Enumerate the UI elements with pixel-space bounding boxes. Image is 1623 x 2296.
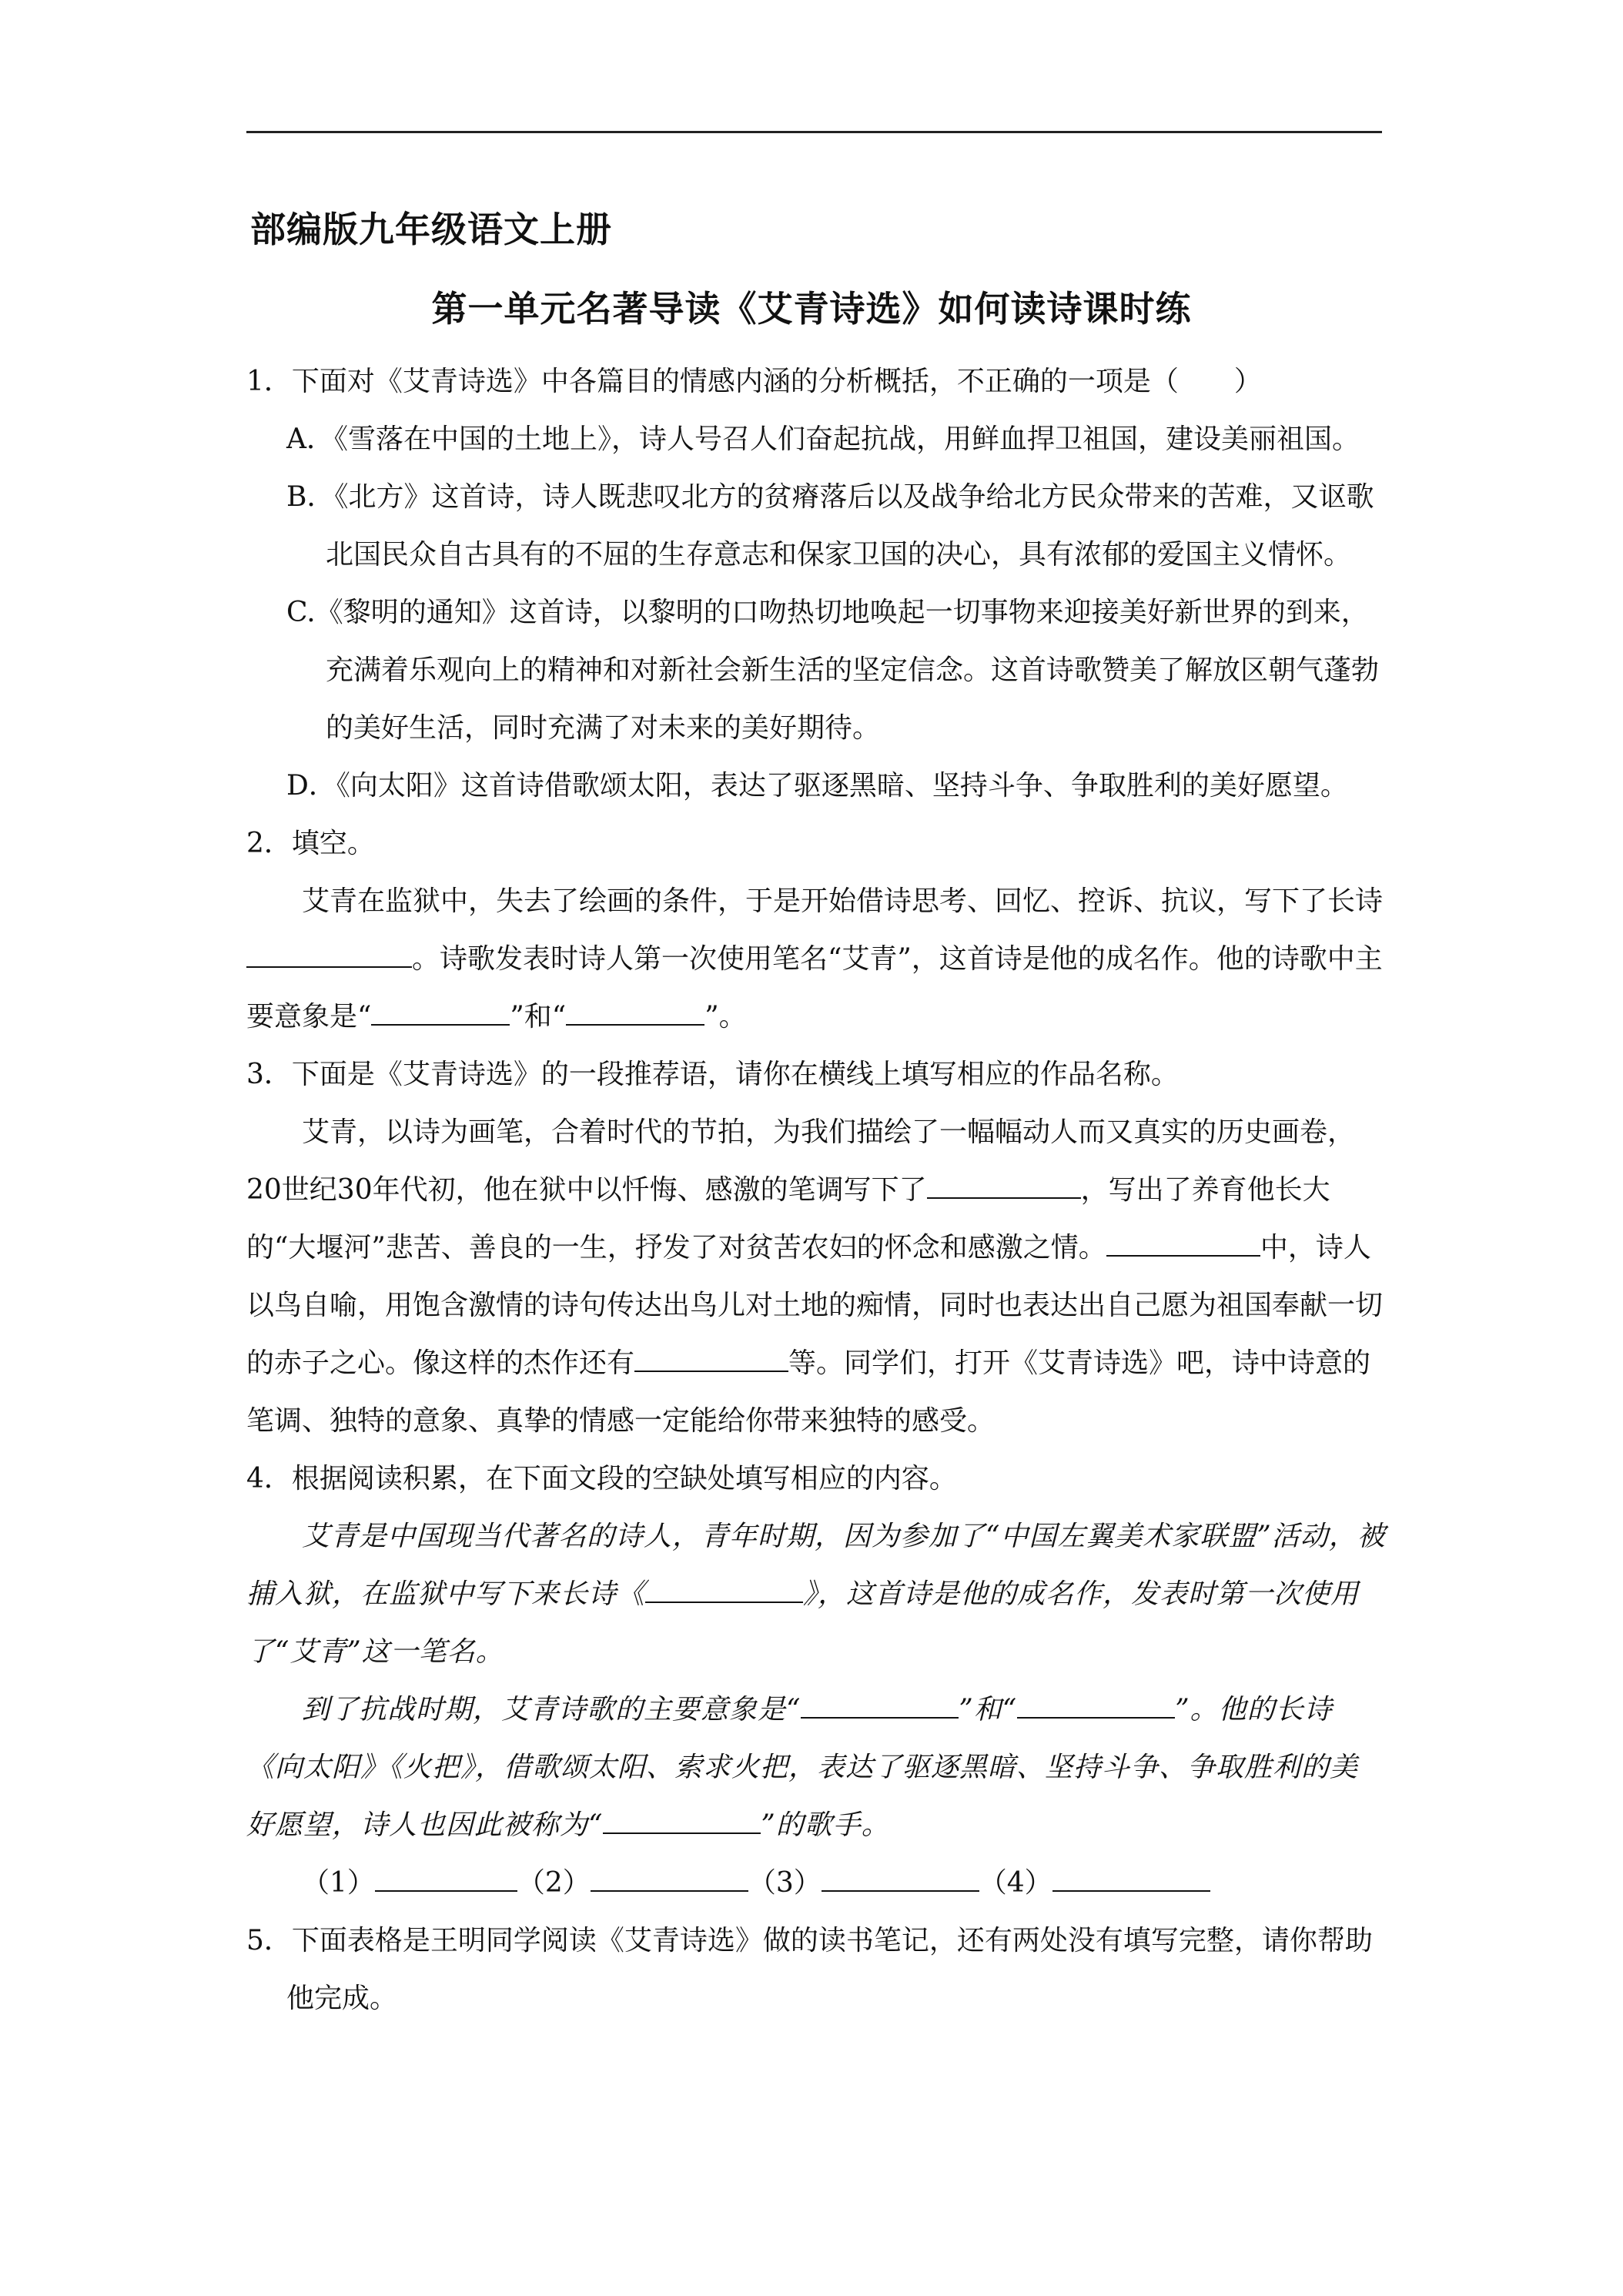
answer-blank[interactable] [1052,1867,1210,1892]
document-title: 部编版九年级语文上册 [250,209,612,250]
answer-blank[interactable] [1017,1694,1175,1719]
answer-blank[interactable] [566,1001,704,1026]
document-subtitle: 第一单元名著导读《艾青诗选》如何读诗课时练 [431,288,1192,330]
question-4-paragraph-1: 艾青是中国现当代著名的诗人，青年时期，因为参加了“中国左翼美术家联盟”活动，被捕入狱，在监狱中写下来长诗《 》，这首诗是他的成名作，发表时第一次使用了“艾青”这一笔名。 [246,1521,1386,1668]
answer-blank[interactable] [927,1174,1081,1199]
answer-blank[interactable] [246,943,412,968]
answer-blank[interactable] [634,1347,788,1372]
answer-blank[interactable] [801,1694,959,1719]
question-1-stem: 1．下面对《艾青诗选》中各篇目的情感内涵的分析概括，不正确的一项是（ ） [246,366,1262,397]
question-5-stem: 5．下面表格是王明同学阅读《艾青诗选》做的读书笔记，还有两处没有填写完整，请你帮助他完成。 [246,1925,1373,2014]
answer-blank[interactable] [591,1867,748,1892]
answer-blank[interactable] [603,1809,761,1834]
question-1-option-d: D．《向太阳》这首诗借歌颂太阳，表达了驱逐黑暗、坚持斗争、争取胜利的美好愿望。 [286,770,1348,802]
question-4-paragraph-2: 到了抗战时期，艾青诗歌的主要意象是“ ”和“ ”。他的长诗《向太阳》《火把》，借歌颂太阳、索求火把，表达了驱逐黑暗、坚持斗争、争取胜利的美好愿望，诗人也因此被称为“ ”的歌手。 [246,1694,1359,1841]
question-1-option-a: A．《雪落在中国的土地上》，诗人号召人们奋起抗战，用鲜血捍卫祖国，建设美丽祖国。 [286,423,1360,455]
question-2-stem: 2．填空。 [246,828,375,859]
question-3-paragraph: 艾青，以诗为画笔，合着时代的节拍，为我们描绘了一幅幅动人而又真实的历史画卷，20世纪30年代初，他在狱中以忏悔、感激的笔调写下了 ，写出了养育他长大的“大堰河”悲苦、善良的一生，抒发了对贫苦农妇的怀念和感激之情。 中，诗人以鸟自喻，用饱含激情的诗句传达出鸟儿对土地的痴情，同时也表达出自己愿为祖国奉献一切的赤子之心。像这样的杰作还有 等。同学们，打开《艾青诗选》吧，诗中诗意的笔调、独特的意象、真挚的情感一定能给你带来独特的感受。 [246,1116,1384,1437]
header-rule [246,131,1382,133]
emphasis-text: 不正确 [956,366,1040,397]
answer-blank[interactable] [822,1867,979,1892]
answer-blank[interactable] [371,1001,510,1026]
answer-blank[interactable] [645,1578,803,1603]
answer-blank[interactable] [375,1867,517,1892]
question-3-stem: 3．下面是《艾青诗选》的一段推荐语，请你在横线上填写相应的作品名称。 [246,1059,1179,1090]
question-1-option-b: B．《北方》这首诗，诗人既悲叹北方的贫瘠落后以及战争给北方民众带来的苦难，又讴歌北国民众自古具有的不屈的生存意志和保家卫国的决心，具有浓郁的爱国主义情怀。 [286,481,1374,571]
question-4-answer-row: （1） （2） （3） （4） [246,1854,1386,1912]
document-body [246,353,1386,2027]
question-2-paragraph: 艾青在监狱中，失去了绘画的条件，于是开始借诗思考、回忆、控诉、抗议，写下了长诗。诗歌发表时诗人第一次使用笔名“艾青”，这首诗是他的成名作。他的诗歌中主要意象是“ ”和“ ”。 [246,885,1384,1033]
answer-blank[interactable] [1106,1232,1260,1257]
question-4-stem: 4．根据阅读积累，在下面文段的空缺处填写相应的内容。 [246,1463,957,1494]
question-1-option-c: C.《黎明的通知》这首诗，以黎明的口吻热切地唤起一切事物来迎接美好新世界的到来，充满着乐观向上的精神和对新社会新生活的坚定信念。这首诗歌赞美了解放区朝气蓬勃的美好生活，同时充满了对未来的美好期待。 [286,597,1380,744]
